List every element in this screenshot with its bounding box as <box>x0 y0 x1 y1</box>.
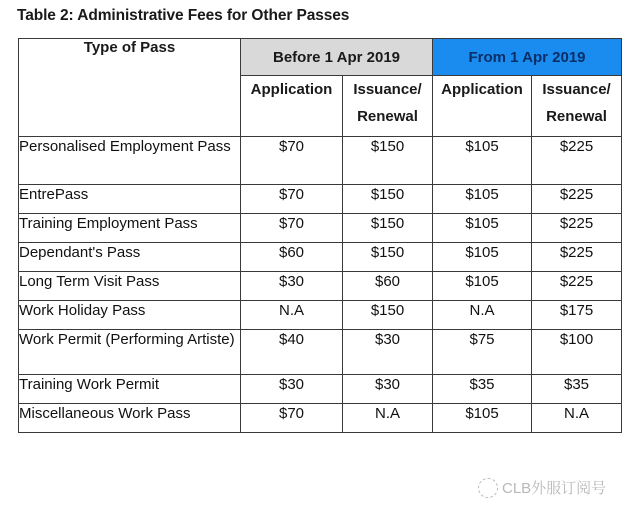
from-application-fee: $105 <box>433 243 532 272</box>
pass-name: Dependant's Pass <box>19 243 241 272</box>
watermark <box>478 477 606 498</box>
table-row <box>19 301 622 330</box>
header-group-before: Before 1 Apr 2019 <box>241 39 433 76</box>
before-issuance-fee: $150 <box>343 137 433 185</box>
table-row <box>19 185 622 214</box>
pass-name: Miscellaneous Work Pass <box>19 404 241 433</box>
watermark-text: CLB外服订阅号 <box>502 480 607 497</box>
pass-name: Training Work Permit <box>19 375 241 404</box>
before-issuance-fee: $60 <box>343 272 433 301</box>
pass-name: Training Employment Pass <box>19 214 241 243</box>
before-application-fee: $70 <box>241 185 343 214</box>
from-application-fee: N.A <box>433 301 532 330</box>
before-issuance-fee: $150 <box>343 214 433 243</box>
from-application-fee: $75 <box>433 330 532 375</box>
table-row <box>19 272 622 301</box>
header-type-of-pass: Type of Pass <box>19 39 241 137</box>
before-application-fee: $60 <box>241 243 343 272</box>
from-application-fee: $105 <box>433 185 532 214</box>
table-row <box>19 375 622 404</box>
from-issuance-fee: $35 <box>532 375 622 404</box>
table-row <box>19 137 622 185</box>
from-issuance-fee: $100 <box>532 330 622 375</box>
before-issuance-fee: $150 <box>343 301 433 330</box>
before-application-fee: $30 <box>241 272 343 301</box>
table-row <box>19 330 622 375</box>
pass-name: Long Term Visit Pass <box>19 272 241 301</box>
before-application-fee: N.A <box>241 301 343 330</box>
from-issuance-fee: $225 <box>532 214 622 243</box>
before-application-fee: $40 <box>241 330 343 375</box>
table-row <box>19 243 622 272</box>
from-issuance-fee: $225 <box>532 137 622 185</box>
table-row <box>19 404 622 433</box>
before-issuance-fee: $30 <box>343 330 433 375</box>
pass-name: EntrePass <box>19 185 241 214</box>
table-title: Table 2: Administrative Fees for Other Passes <box>17 7 350 24</box>
pass-name: Personalised Employment Pass <box>19 137 241 185</box>
from-application-fee: $105 <box>433 214 532 243</box>
from-application-fee: $105 <box>433 272 532 301</box>
before-issuance-fee: $150 <box>343 185 433 214</box>
before-issuance-fee: $150 <box>343 243 433 272</box>
from-issuance-fee: $225 <box>532 185 622 214</box>
before-issuance-fee: $30 <box>343 375 433 404</box>
table-row <box>19 214 622 243</box>
header-from-issuance: Issuance/ Renewal <box>532 76 622 137</box>
header-from-application: Application <box>433 76 532 137</box>
before-application-fee: $70 <box>241 137 343 185</box>
before-application-fee: $70 <box>241 214 343 243</box>
header-group-from: From 1 Apr 2019 <box>433 39 622 76</box>
header-row-groups <box>19 39 622 76</box>
header-before-issuance: Issuance/ Renewal <box>343 76 433 137</box>
fees-table <box>18 38 622 433</box>
before-application-fee: $30 <box>241 375 343 404</box>
before-application-fee: $70 <box>241 404 343 433</box>
before-issuance-fee: N.A <box>343 404 433 433</box>
from-issuance-fee: $225 <box>532 243 622 272</box>
wechat-icon <box>478 478 498 498</box>
header-before-application: Application <box>241 76 343 137</box>
from-application-fee: $105 <box>433 404 532 433</box>
pass-name: Work Permit (Performing Artiste) <box>19 330 241 375</box>
from-application-fee: $35 <box>433 375 532 404</box>
from-issuance-fee: $225 <box>532 272 622 301</box>
pass-name: Work Holiday Pass <box>19 301 241 330</box>
from-issuance-fee: N.A <box>532 404 622 433</box>
from-issuance-fee: $175 <box>532 301 622 330</box>
from-application-fee: $105 <box>433 137 532 185</box>
